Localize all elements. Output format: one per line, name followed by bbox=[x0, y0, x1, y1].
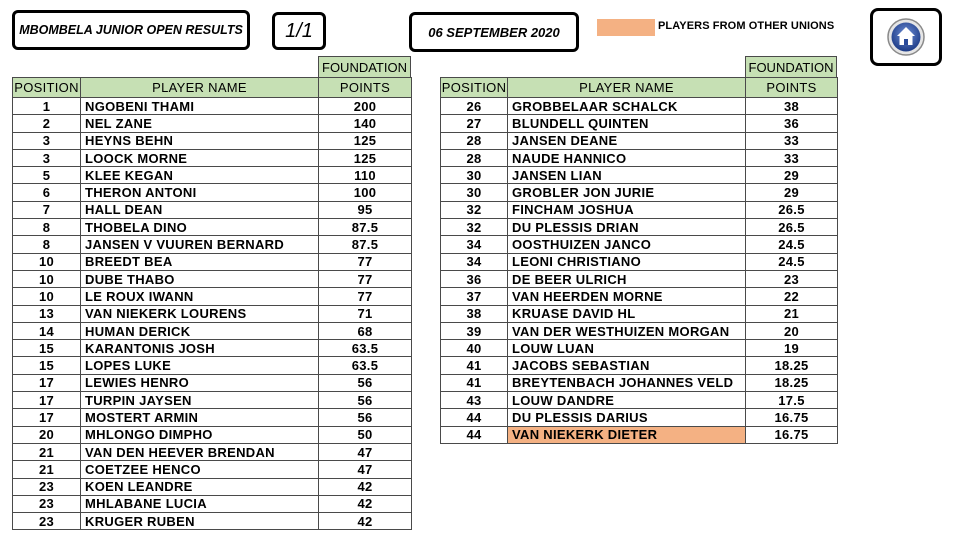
points-cell: 36 bbox=[746, 115, 838, 132]
position-cell: 30 bbox=[441, 184, 508, 201]
player-name-cell: DE BEER ULRICH bbox=[508, 270, 746, 287]
position-cell: 37 bbox=[441, 288, 508, 305]
table-row bbox=[13, 253, 412, 270]
table-row bbox=[13, 357, 412, 374]
player-name-cell: MOSTERT ARMIN bbox=[81, 409, 319, 426]
player-name-cell: DUBE THABO bbox=[81, 270, 319, 287]
position-cell: 32 bbox=[441, 219, 508, 236]
position-cell: 30 bbox=[441, 167, 508, 184]
player-name-cell: BREEDT BEA bbox=[81, 253, 319, 270]
table-row bbox=[441, 357, 838, 374]
table-row bbox=[441, 201, 838, 218]
table-row bbox=[13, 374, 412, 391]
table-row bbox=[441, 426, 838, 443]
page-indicator bbox=[272, 12, 326, 50]
event-title-text: MBOMBELA JUNIOR OPEN RESULTS bbox=[19, 23, 243, 37]
position-cell: 44 bbox=[441, 409, 508, 426]
player-name-cell: NGOBENI THAMI bbox=[81, 98, 319, 115]
player-name-cell: HEYNS BEHN bbox=[81, 132, 319, 149]
foundation-header-left: FOUNDATION bbox=[318, 56, 411, 78]
points-cell: 22 bbox=[746, 288, 838, 305]
player-name-cell: THERON ANTONI bbox=[81, 184, 319, 201]
points-cell: 63.5 bbox=[319, 340, 412, 357]
points-cell: 26.5 bbox=[746, 201, 838, 218]
home-icon bbox=[886, 17, 926, 57]
table-row bbox=[13, 426, 412, 443]
points-cell: 68 bbox=[319, 322, 412, 339]
table-row bbox=[13, 219, 412, 236]
position-cell: 23 bbox=[13, 513, 81, 530]
table-row bbox=[13, 305, 412, 322]
player-name-cell: VAN DEN HEEVER BRENDAN bbox=[81, 443, 319, 460]
points-cell: 33 bbox=[746, 149, 838, 166]
points-cell: 19 bbox=[746, 340, 838, 357]
player-name-cell: BLUNDELL QUINTEN bbox=[508, 115, 746, 132]
position-cell: 26 bbox=[441, 98, 508, 115]
points-cell: 95 bbox=[319, 201, 412, 218]
position-cell: 21 bbox=[13, 443, 81, 460]
points-cell: 26.5 bbox=[746, 219, 838, 236]
points-cell: 200 bbox=[319, 98, 412, 115]
foundation-header-right: FOUNDATION bbox=[745, 56, 837, 78]
legend-swatch bbox=[597, 19, 655, 36]
points-cell: 38 bbox=[746, 98, 838, 115]
event-date-text: 06 SEPTEMBER 2020 bbox=[428, 24, 560, 40]
player-name-cell: GROBBELAAR SCHALCK bbox=[508, 98, 746, 115]
table-row bbox=[13, 132, 412, 149]
position-cell: 10 bbox=[13, 253, 81, 270]
table-row bbox=[441, 219, 838, 236]
table-row bbox=[13, 322, 412, 339]
player-name-cell: TURPIN JAYSEN bbox=[81, 392, 319, 409]
points-cell: 21 bbox=[746, 305, 838, 322]
player-name-cell: LOUW DANDRE bbox=[508, 392, 746, 409]
results-table-right bbox=[440, 77, 838, 444]
position-cell: 43 bbox=[441, 392, 508, 409]
table-row bbox=[441, 236, 838, 253]
table-row bbox=[13, 98, 412, 115]
table-row bbox=[441, 409, 838, 426]
position-cell: 27 bbox=[441, 115, 508, 132]
points-cell: 47 bbox=[319, 443, 412, 460]
player-name-cell: THOBELA DINO bbox=[81, 219, 319, 236]
player-name-cell: LEWIES HENRO bbox=[81, 374, 319, 391]
table-row bbox=[13, 340, 412, 357]
position-cell: 17 bbox=[13, 409, 81, 426]
points-header: POINTS bbox=[319, 78, 412, 98]
points-cell: 140 bbox=[319, 115, 412, 132]
position-cell: 28 bbox=[441, 132, 508, 149]
position-cell: 41 bbox=[441, 374, 508, 391]
points-cell: 23 bbox=[746, 270, 838, 287]
table-row bbox=[13, 513, 412, 530]
table-row bbox=[441, 392, 838, 409]
position-header: POSITION bbox=[441, 78, 508, 98]
table-row bbox=[441, 167, 838, 184]
position-cell: 17 bbox=[13, 392, 81, 409]
position-cell: 15 bbox=[13, 340, 81, 357]
position-cell: 23 bbox=[13, 478, 81, 495]
player-name-cell: HUMAN DERICK bbox=[81, 322, 319, 339]
points-cell: 16.75 bbox=[746, 426, 838, 443]
player-name-cell: DU PLESSIS DARIUS bbox=[508, 409, 746, 426]
points-cell: 87.5 bbox=[319, 219, 412, 236]
table-row bbox=[13, 392, 412, 409]
table-row bbox=[13, 236, 412, 253]
table-row bbox=[13, 495, 412, 512]
position-cell: 5 bbox=[13, 167, 81, 184]
table-row bbox=[441, 374, 838, 391]
player-name-cell: LEONI CHRISTIANO bbox=[508, 253, 746, 270]
points-cell: 56 bbox=[319, 374, 412, 391]
position-cell: 38 bbox=[441, 305, 508, 322]
points-cell: 50 bbox=[319, 426, 412, 443]
points-cell: 47 bbox=[319, 461, 412, 478]
position-cell: 17 bbox=[13, 374, 81, 391]
position-cell: 10 bbox=[13, 288, 81, 305]
points-cell: 29 bbox=[746, 167, 838, 184]
player-name-cell: NAUDE HANNICO bbox=[508, 149, 746, 166]
points-cell: 77 bbox=[319, 253, 412, 270]
player-name-cell: KOEN LEANDRE bbox=[81, 478, 319, 495]
position-cell: 13 bbox=[13, 305, 81, 322]
position-cell: 44 bbox=[441, 426, 508, 443]
points-cell: 110 bbox=[319, 167, 412, 184]
player-name-cell: DU PLESSIS DRIAN bbox=[508, 219, 746, 236]
player-name-cell: LOUW LUAN bbox=[508, 340, 746, 357]
table-row bbox=[441, 270, 838, 287]
table-row bbox=[13, 201, 412, 218]
table-row bbox=[441, 149, 838, 166]
player-name-cell: KRUGER RUBEN bbox=[81, 513, 319, 530]
position-cell: 8 bbox=[13, 219, 81, 236]
player-name-cell: OOSTHUIZEN JANCO bbox=[508, 236, 746, 253]
page-number: 1/1 bbox=[285, 19, 313, 42]
table-row bbox=[441, 115, 838, 132]
points-cell: 56 bbox=[319, 392, 412, 409]
points-cell: 77 bbox=[319, 270, 412, 287]
position-cell: 28 bbox=[441, 149, 508, 166]
points-cell: 125 bbox=[319, 132, 412, 149]
player-name-cell: JACOBS SEBASTIAN bbox=[508, 357, 746, 374]
home-button[interactable] bbox=[870, 8, 942, 66]
points-header: POINTS bbox=[746, 78, 838, 98]
player-name-cell: LOOCK MORNE bbox=[81, 149, 319, 166]
event-title bbox=[12, 10, 250, 50]
table-row bbox=[441, 288, 838, 305]
position-cell: 36 bbox=[441, 270, 508, 287]
position-cell: 21 bbox=[13, 461, 81, 478]
points-cell: 77 bbox=[319, 288, 412, 305]
position-cell: 39 bbox=[441, 322, 508, 339]
table-row bbox=[13, 443, 412, 460]
table-row bbox=[441, 184, 838, 201]
table-header-row bbox=[441, 78, 838, 98]
points-cell: 33 bbox=[746, 132, 838, 149]
points-cell: 29 bbox=[746, 184, 838, 201]
player-name-cell: KRUASE DAVID HL bbox=[508, 305, 746, 322]
position-cell: 23 bbox=[13, 495, 81, 512]
legend-label: PLAYERS FROM OTHER UNIONS bbox=[658, 20, 835, 32]
player-name-cell: BREYTENBACH JOHANNES VELD bbox=[508, 374, 746, 391]
player-name-cell: VAN HEERDEN MORNE bbox=[508, 288, 746, 305]
player-name-header: PLAYER NAME bbox=[508, 78, 746, 98]
table-row bbox=[441, 305, 838, 322]
points-cell: 71 bbox=[319, 305, 412, 322]
position-cell: 34 bbox=[441, 253, 508, 270]
position-cell: 40 bbox=[441, 340, 508, 357]
points-cell: 56 bbox=[319, 409, 412, 426]
table-header-row bbox=[13, 78, 412, 98]
position-cell: 1 bbox=[13, 98, 81, 115]
points-cell: 24.5 bbox=[746, 236, 838, 253]
points-cell: 100 bbox=[319, 184, 412, 201]
player-name-cell: MHLABANE LUCIA bbox=[81, 495, 319, 512]
table-row bbox=[441, 98, 838, 115]
player-name-cell: VAN NIEKERK DIETER bbox=[508, 426, 746, 443]
position-cell: 8 bbox=[13, 236, 81, 253]
player-name-cell: KLEE KEGAN bbox=[81, 167, 319, 184]
position-cell: 3 bbox=[13, 149, 81, 166]
position-cell: 10 bbox=[13, 270, 81, 287]
player-name-cell: JANSEN V VUUREN BERNARD bbox=[81, 236, 319, 253]
table-row bbox=[13, 115, 412, 132]
points-cell: 20 bbox=[746, 322, 838, 339]
table-row bbox=[13, 184, 412, 201]
points-cell: 18.25 bbox=[746, 374, 838, 391]
player-name-cell: VAN NIEKERK LOURENS bbox=[81, 305, 319, 322]
points-cell: 16.75 bbox=[746, 409, 838, 426]
event-date bbox=[409, 12, 579, 52]
player-name-cell: FINCHAM JOSHUA bbox=[508, 201, 746, 218]
player-name-cell: LOPES LUKE bbox=[81, 357, 319, 374]
points-cell: 17.5 bbox=[746, 392, 838, 409]
player-name-cell: JANSEN LIAN bbox=[508, 167, 746, 184]
position-cell: 3 bbox=[13, 132, 81, 149]
position-header: POSITION bbox=[13, 78, 81, 98]
position-cell: 7 bbox=[13, 201, 81, 218]
points-cell: 125 bbox=[319, 149, 412, 166]
points-cell: 24.5 bbox=[746, 253, 838, 270]
position-cell: 2 bbox=[13, 115, 81, 132]
position-cell: 15 bbox=[13, 357, 81, 374]
table-row bbox=[441, 253, 838, 270]
player-name-cell: VAN DER WESTHUIZEN MORGAN bbox=[508, 322, 746, 339]
points-cell: 42 bbox=[319, 513, 412, 530]
player-name-cell: JANSEN DEANE bbox=[508, 132, 746, 149]
table-row bbox=[13, 149, 412, 166]
position-cell: 20 bbox=[13, 426, 81, 443]
position-cell: 41 bbox=[441, 357, 508, 374]
player-name-cell: NEL ZANE bbox=[81, 115, 319, 132]
points-cell: 18.25 bbox=[746, 357, 838, 374]
player-name-cell: GROBLER JON JURIE bbox=[508, 184, 746, 201]
player-name-cell: COETZEE HENCO bbox=[81, 461, 319, 478]
player-name-cell: KARANTONIS JOSH bbox=[81, 340, 319, 357]
points-cell: 87.5 bbox=[319, 236, 412, 253]
results-table-left bbox=[12, 77, 412, 530]
player-name-cell: LE ROUX IWANN bbox=[81, 288, 319, 305]
table-row bbox=[13, 409, 412, 426]
player-name-header: PLAYER NAME bbox=[81, 78, 319, 98]
points-cell: 42 bbox=[319, 495, 412, 512]
table-row bbox=[13, 461, 412, 478]
player-name-cell: HALL DEAN bbox=[81, 201, 319, 218]
position-cell: 34 bbox=[441, 236, 508, 253]
points-cell: 42 bbox=[319, 478, 412, 495]
table-row bbox=[13, 167, 412, 184]
position-cell: 6 bbox=[13, 184, 81, 201]
player-name-cell: MHLONGO DIMPHO bbox=[81, 426, 319, 443]
table-row bbox=[13, 270, 412, 287]
table-row bbox=[441, 132, 838, 149]
table-row bbox=[441, 322, 838, 339]
points-cell: 63.5 bbox=[319, 357, 412, 374]
table-row bbox=[441, 340, 838, 357]
position-cell: 14 bbox=[13, 322, 81, 339]
table-row bbox=[13, 288, 412, 305]
table-row bbox=[13, 478, 412, 495]
position-cell: 32 bbox=[441, 201, 508, 218]
